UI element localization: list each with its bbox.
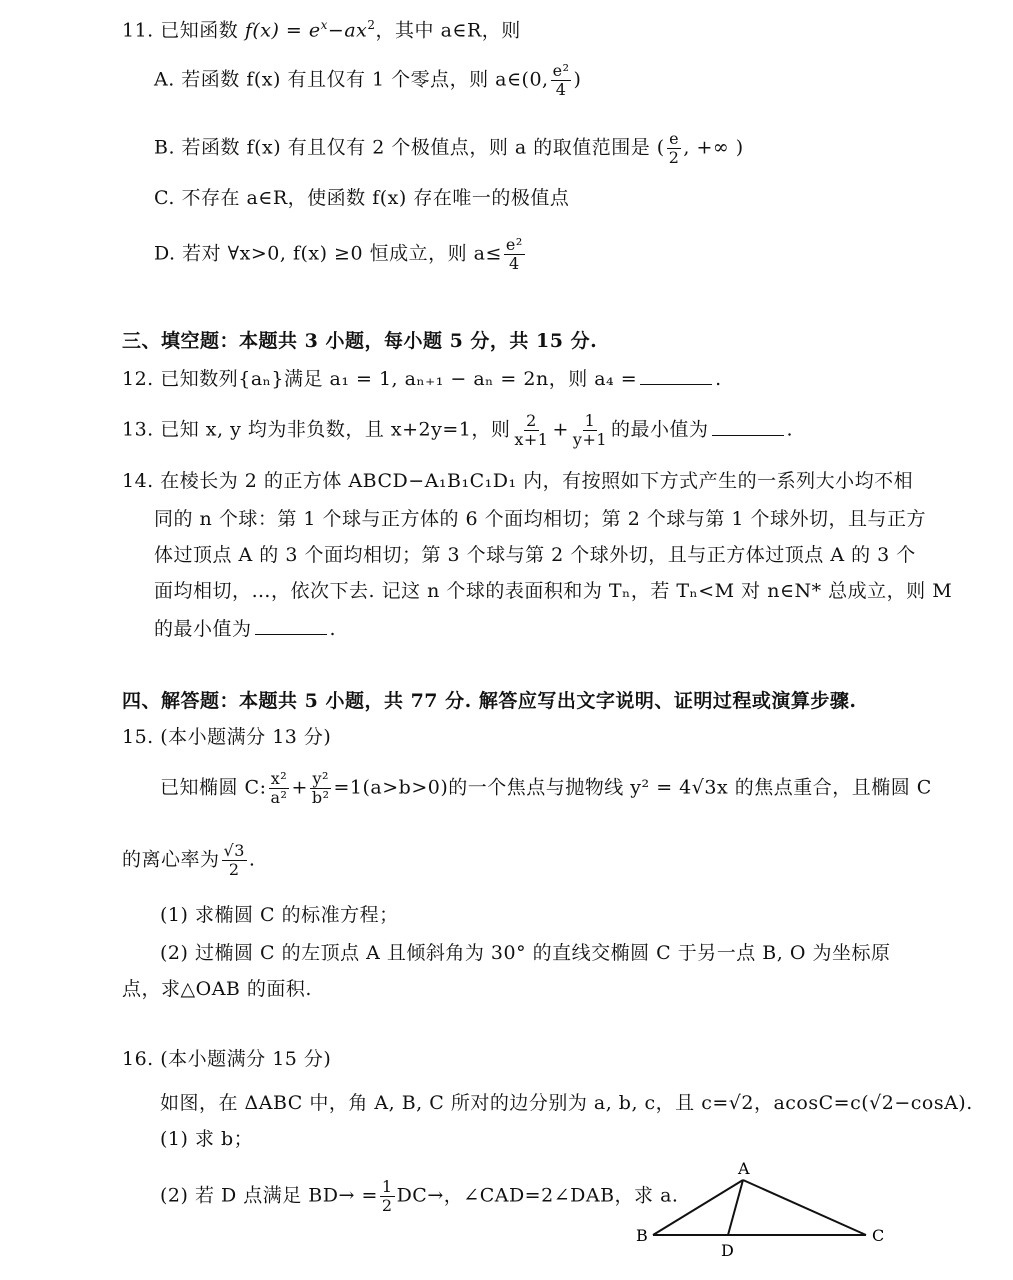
q11-option-d: D. 若对 ∀x>0, f(x) ≥0 恒成立，则 a≤ $\frac{\text{e²}}{4}$	[154, 235, 523, 273]
answer-blank	[255, 633, 327, 635]
fraction: $\frac{\text{y²}}{\text{b²}}$	[311, 769, 330, 807]
q15-part2b: 点，求△OAB 的面积.	[122, 978, 312, 1000]
q14-line1: 14. 在棱长为 2 的正方体 ABCD−A₁B₁C₁D₁ 内，有按照如下方式产生的一系列大小均不相	[122, 470, 914, 492]
section4-heading: 四、解答题：本题共 5 小题，共 77 分. 解答应写出文字说明、证明过程或演算步骤.	[122, 690, 857, 712]
q15-title: 15. (本小题满分 13 分)	[122, 726, 332, 748]
q11-option-a: A. 若函数 f(x) 有且仅有 1 个零点，则 a∈(0, $\frac{\text{e²}}{4}$ )	[154, 61, 582, 99]
q14-line5: 的最小值为 .	[154, 618, 337, 640]
q15-part2a: (2) 过椭圆 C 的左顶点 A 且倾斜角为 30° 的直线交椭圆 C 于另一点 B, O 为坐标原	[160, 942, 891, 964]
fraction: $\frac{√3}{2}$	[223, 841, 245, 879]
triangle-diagram	[628, 1150, 898, 1265]
q16-line1: 如图，在 ΔABC 中，角 A, B, C 所对的边分别为 a, b, c，且 c=√2，acosC=c(√2−cosA).	[160, 1092, 973, 1114]
label-b: B	[636, 1226, 648, 1245]
q16-title: 16. (本小题满分 15 分)	[122, 1048, 332, 1070]
q12: 12. 已知数列{aₙ}满足 a₁ = 1, aₙ₊₁ − aₙ = 2n，则 a₄ = .	[122, 368, 722, 390]
triangle-figure	[628, 1150, 898, 1265]
q15-line2: 的离心率为 $\frac{√3}{2}$ .	[122, 841, 256, 879]
label-a: A	[738, 1159, 750, 1178]
fraction: $\frac{1}{2}$	[381, 1177, 393, 1215]
answer-blank	[640, 383, 712, 385]
q15-line1: 已知椭圆 C: $\frac{\text{x²}}{\text{a²}}$ + $\frac{\text{y²}}{\text{b²}}$ =1(a>b>0)的一个焦点与抛物线 y² = 4√3x 的焦点重合，且椭圆 C	[160, 769, 932, 807]
fraction: $\frac{2}{x+1}$	[514, 411, 549, 449]
q14-line3: 体过顶点 A 的 3 个面均相切；第 3 个球与第 2 个球外切，且与正方体过顶点 A 的 3 个	[154, 544, 916, 566]
fraction: $\frac{\text{x²}}{\text{a²}}$	[270, 769, 288, 807]
answer-blank	[712, 434, 784, 436]
q15-part1: (1) 求椭圆 C 的标准方程；	[160, 904, 399, 926]
q11-option-c: C. 不存在 a∈R，使函数 f(x) 存在唯一的极值点	[154, 187, 570, 209]
label-d: D	[721, 1241, 734, 1260]
q11-option-b: B. 若函数 f(x) 有且仅有 2 个极值点，则 a 的取值范围是 ( $\frac{e}{2}$ , +∞ )	[154, 129, 744, 167]
side-AC	[743, 1180, 866, 1235]
label-c: C	[872, 1226, 885, 1245]
q16-part2: (2) 若 D 点满足 BD→ = $\frac{1}{2}$ DC→，∠CAD=2∠DAB，求 a.	[160, 1177, 679, 1215]
fraction: $\frac{\text{e²}}{4}$	[552, 61, 570, 99]
fraction: $\frac{e}{2}$	[668, 129, 680, 167]
q13: 13. 已知 x, y 均为非负数，且 x+2y=1，则 $\frac{2}{x+1}$ + $\frac{1}{y+1}$ 的最小值为 .	[122, 411, 794, 449]
fraction: $\frac{1}{y+1}$	[572, 411, 608, 449]
q11-stem: 11. 已知函数 $f(x) = e^x-ax^2$，其中 a∈R，则	[122, 18, 521, 42]
q14-line2: 同的 n 个球：第 1 个球与正方体的 6 个面均相切；第 2 个球与第 1 个球外切，且与正方	[154, 508, 926, 530]
q16-part1: (1) 求 b；	[160, 1128, 254, 1150]
fraction: $\frac{\text{e²}}{4}$	[505, 235, 523, 273]
q14-line4: 面均相切，…，依次下去. 记这 n 个球的表面积和为 Tₙ，若 Tₙ<M 对 n∈N* 总成立，则 M	[154, 580, 953, 602]
section3-heading: 三、填空题：本题共 3 小题，每小题 5 分，共 15 分.	[122, 330, 598, 352]
